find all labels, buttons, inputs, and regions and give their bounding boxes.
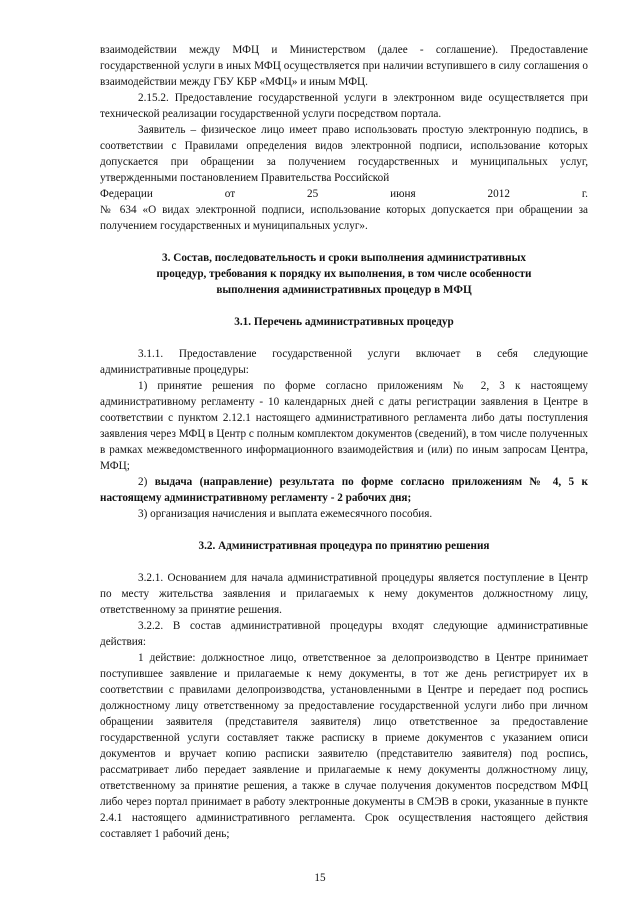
item-2-bold-text: выдача (направление) результата по форме согласно приложениям № 4, 5 к настоящему административному регламенту - 2 рабочих дня;: [100, 476, 588, 504]
procedure-item-1: 1) принятие решения по форме согласно приложениям № 2, 3 к настоящему административному регламенту - 10 календарных дней с даты регистрации заявления в Центре в соответствии с пунктом 2.12.1 настоящего административного регламента либо даты поступления заявления через МФЦ в Центр с полным комплектом документов (сведений), в том числе полученных в рамках межведомственного информационного взаимодействия и (или) по иным запросам Центра, МФЦ;: [100, 380, 588, 472]
section-3-heading: 3. Состав, последовательность и сроки выполнения административных процедур, требования к порядку их выполнения, в том числе особенности выполнения административных процедур в МФЦ: [156, 252, 532, 296]
document-page: [100, 42, 588, 842]
spread-word: от: [224, 188, 236, 200]
paragraph-applicant-signature: Заявитель – физическое лицо имеет право использовать простую электронную подпись, в соответствии с Правилами определения видов электронной подписи, использование которых допускается при обращении за получением государственных и муниципальных услуг, утвержденными постановлением Правительства Российской: [100, 124, 588, 184]
subsection-3-1-heading: 3.1. Перечень административных процедур: [234, 316, 454, 328]
spread-word: г.: [581, 188, 588, 200]
spread-word: 25: [307, 188, 319, 200]
procedure-item-2: [100, 474, 588, 506]
spread-word: 2012: [487, 188, 510, 200]
paragraph-spread-line: [100, 186, 588, 202]
spread-word: июня: [390, 188, 416, 200]
subsection-3-2-heading: 3.2. Административная процедура по принятию решения: [198, 540, 490, 552]
paragraph-3-2-2: 3.2.2. В состав административной процедуры входят следующие административные действия:: [100, 620, 588, 648]
paragraph-2-15-2: 2.15.2. Предоставление государственной услуги в электронном виде осуществляется при технической реализации государственной услуги посредством портала.: [100, 92, 588, 120]
paragraph-mfc-agreement: взаимодействии между МФЦ и Министерством (далее - соглашение). Предоставление государственной услуги в иных МФЦ осуществляется при наличии вступившего в силу соглашения о взаимодействии между ГБУ КБР «МФЦ» и иным МФЦ.: [100, 44, 588, 88]
page-number: 15: [314, 872, 326, 884]
paragraph-3-1-1: 3.1.1. Предоставление государственной услуги включает в себя следующие административные процедуры:: [100, 348, 588, 376]
item-2-number: 2): [138, 476, 155, 488]
spread-word: Федерации: [100, 188, 153, 200]
paragraph-3-2-1: 3.2.1. Основанием для начала административной процедуры является поступление в Центр по месту жительства заявления и прилагаемых к нему документов должностному лицу, ответственному за принятие решения.: [100, 572, 588, 616]
paragraph-decree-634: № 634 «О видах электронной подписи, использование которых допускается при обращении за получением государственных и муниципальных услуг».: [100, 204, 588, 232]
action-1: 1 действие: должностное лицо, ответственное за делопроизводство в Центре принимает поступившее заявление и прилагаемые к нему документы, в тот же день регистрирует их в соответствии с правилами делопроизводства, установленными в Центре и передает под роспись должностному лицу ответственному за предоставление государственной услуги либо при личном обращении заявителя (представителя заявителя) лицо ответственное за предоставление государственной услуги составляет также расписку в приеме документов с указанием описи документов и вручает копию расписки заявителю (представителю заявителя) под роспись, рассматривает либо передает заявление и прилагаемые к нему документы должностному лицу, ответственному за принятие решения, а также в случае получения документов посредством МФЦ либо через портал принимает в работу электронные документы в СМЭВ в сроки, указанные в пункте 2.4.1 настоящего административного регламента. Срок осуществления настоящего действия составляет 1 рабочий день;: [100, 652, 588, 840]
procedure-item-3: 3) организация начисления и выплата ежемесячного пособия.: [138, 508, 433, 520]
